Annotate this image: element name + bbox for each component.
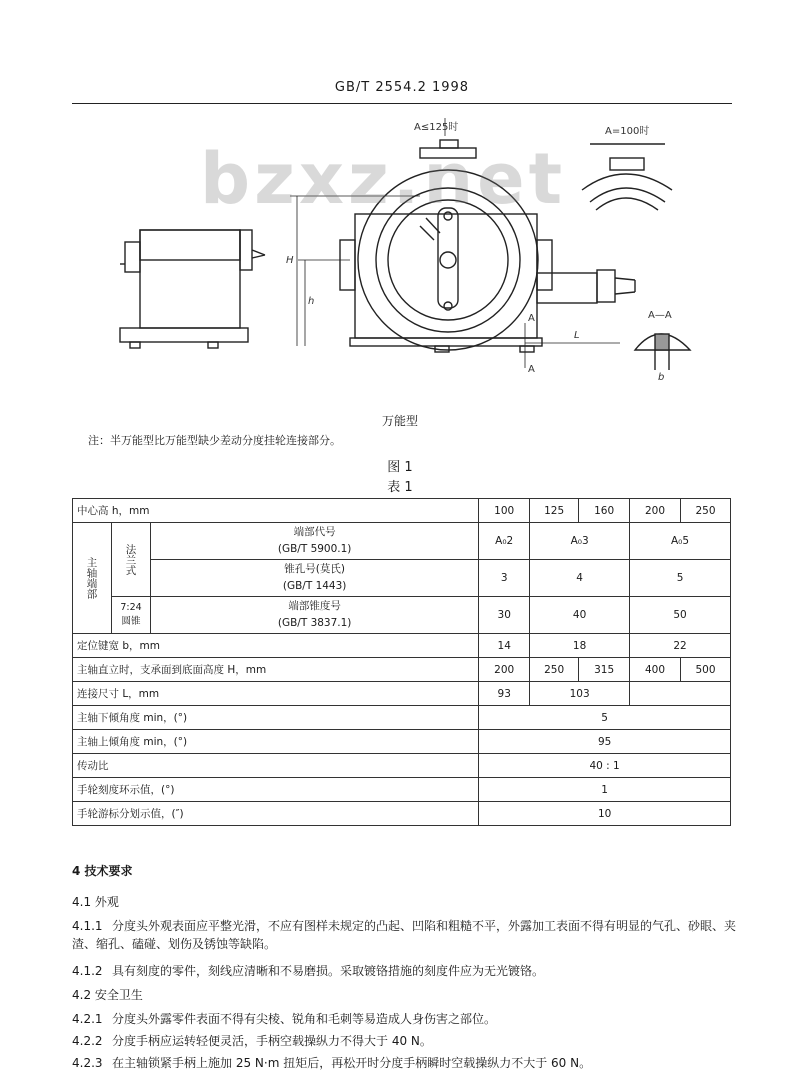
paragraph-4-2-3: 4.2.3 在主轴锁紧手柄上施加 25 N·m 扭矩后，再松开时分度手柄瞬时空载操纵力不大于 60 N。 — [72, 1056, 592, 1070]
dim-b-label: b — [658, 372, 665, 383]
table-row: 主轴下倾角度 min，(°) 5 — [73, 706, 731, 730]
table-row: 7:24 圆锥 端部锥度号 (GB/T 3837.1) 30 40 50 — [73, 597, 731, 634]
paragraph-4-1-1: 4.1.1 分度头外观表面应平整光滑，不应有图样未规定的凸起、凹陷和粗糙不平，外露加工表面不得有明显的气孔、砂眼、夹渣、缩孔、磕碰、划伤及锈蚀等缺陷。 — [72, 919, 737, 951]
dim-A2-label: A — [528, 364, 535, 375]
table-row: 手轮游标分划示值，(″) 10 — [73, 802, 731, 826]
table-row: 手轮刻度环示值，(°) 1 — [73, 778, 731, 802]
paragraph-4-2-1: 4.2.1 分度头外露零件表面不得有尖棱、锐角和毛刺等易造成人身伤害之部位。 — [72, 1012, 497, 1026]
dim-A1-label: A — [528, 313, 535, 324]
table-row: 主轴直立时，支承面到底面高度 H，mm 200 250 315 400 500 — [73, 658, 731, 682]
section-4-heading: 4 技术要求 — [72, 864, 133, 878]
table-row: 传动比 40 : 1 — [73, 754, 731, 778]
table-row: 定位键宽 b，mm 14 18 22 — [73, 634, 731, 658]
section-label: A—A — [648, 310, 672, 321]
table-row: 主轴端部 法兰式 端部代号 (GB/T 5900.1) A₀2 A₀3 A₀5 — [73, 523, 731, 560]
figure-note: 注：半万能型比万能型缺少差动分度挂轮连接部分。 — [88, 434, 341, 447]
flange-label: 法兰式 — [124, 543, 137, 576]
section-top-right — [582, 144, 672, 210]
dim-a-right-label: A=100时 — [605, 126, 650, 137]
header-rule — [72, 103, 732, 104]
table-row: 锥孔号(莫氏) (GB/T 1443) 3 4 5 — [73, 560, 731, 597]
paragraph-4-2-2: 4.2.2 分度手柄应运转轻便灵活，手柄空载操纵力不得大于 40 N。 — [72, 1034, 432, 1048]
tailstock-drawing — [120, 230, 265, 348]
table-row: 中心高 h，mm 100 125 160 200 250 — [73, 499, 731, 523]
paragraph-4-1-2: 4.1.2 具有刻度的零件，刻线应清晰和不易磨损。采取镀铬措施的刻度件应为无光镀铬。 — [72, 964, 545, 978]
taper-label: 7:24 圆锥 — [112, 597, 151, 634]
section-4-2-heading: 4.2 安全卫生 — [72, 988, 143, 1002]
watermark: bzxz.net — [200, 138, 567, 220]
dim-a-left-label: A≤125时 — [414, 122, 459, 133]
table-title: 表 1 — [387, 480, 413, 495]
dim-h-label: h — [308, 296, 315, 307]
figure-title: 图 1 — [387, 460, 413, 475]
table-row: 连接尺寸 L，mm 93 103 — [73, 682, 731, 706]
section-4-1-heading: 4.1 外观 — [72, 895, 119, 909]
row-label: 中心高 h，mm — [73, 499, 479, 523]
type-label: 万能型 — [381, 414, 418, 428]
dim-L-label: L — [574, 330, 580, 341]
section-a-a — [635, 334, 690, 370]
group-label: 主轴端部 — [85, 557, 98, 599]
page-header — [72, 80, 732, 95]
spec-table — [72, 498, 731, 826]
table-row: 主轴上倾角度 min，(°) 95 — [73, 730, 731, 754]
dim-H-label: H — [286, 255, 294, 266]
standard-number: GB/T 2554.2 1998 — [334, 80, 470, 95]
